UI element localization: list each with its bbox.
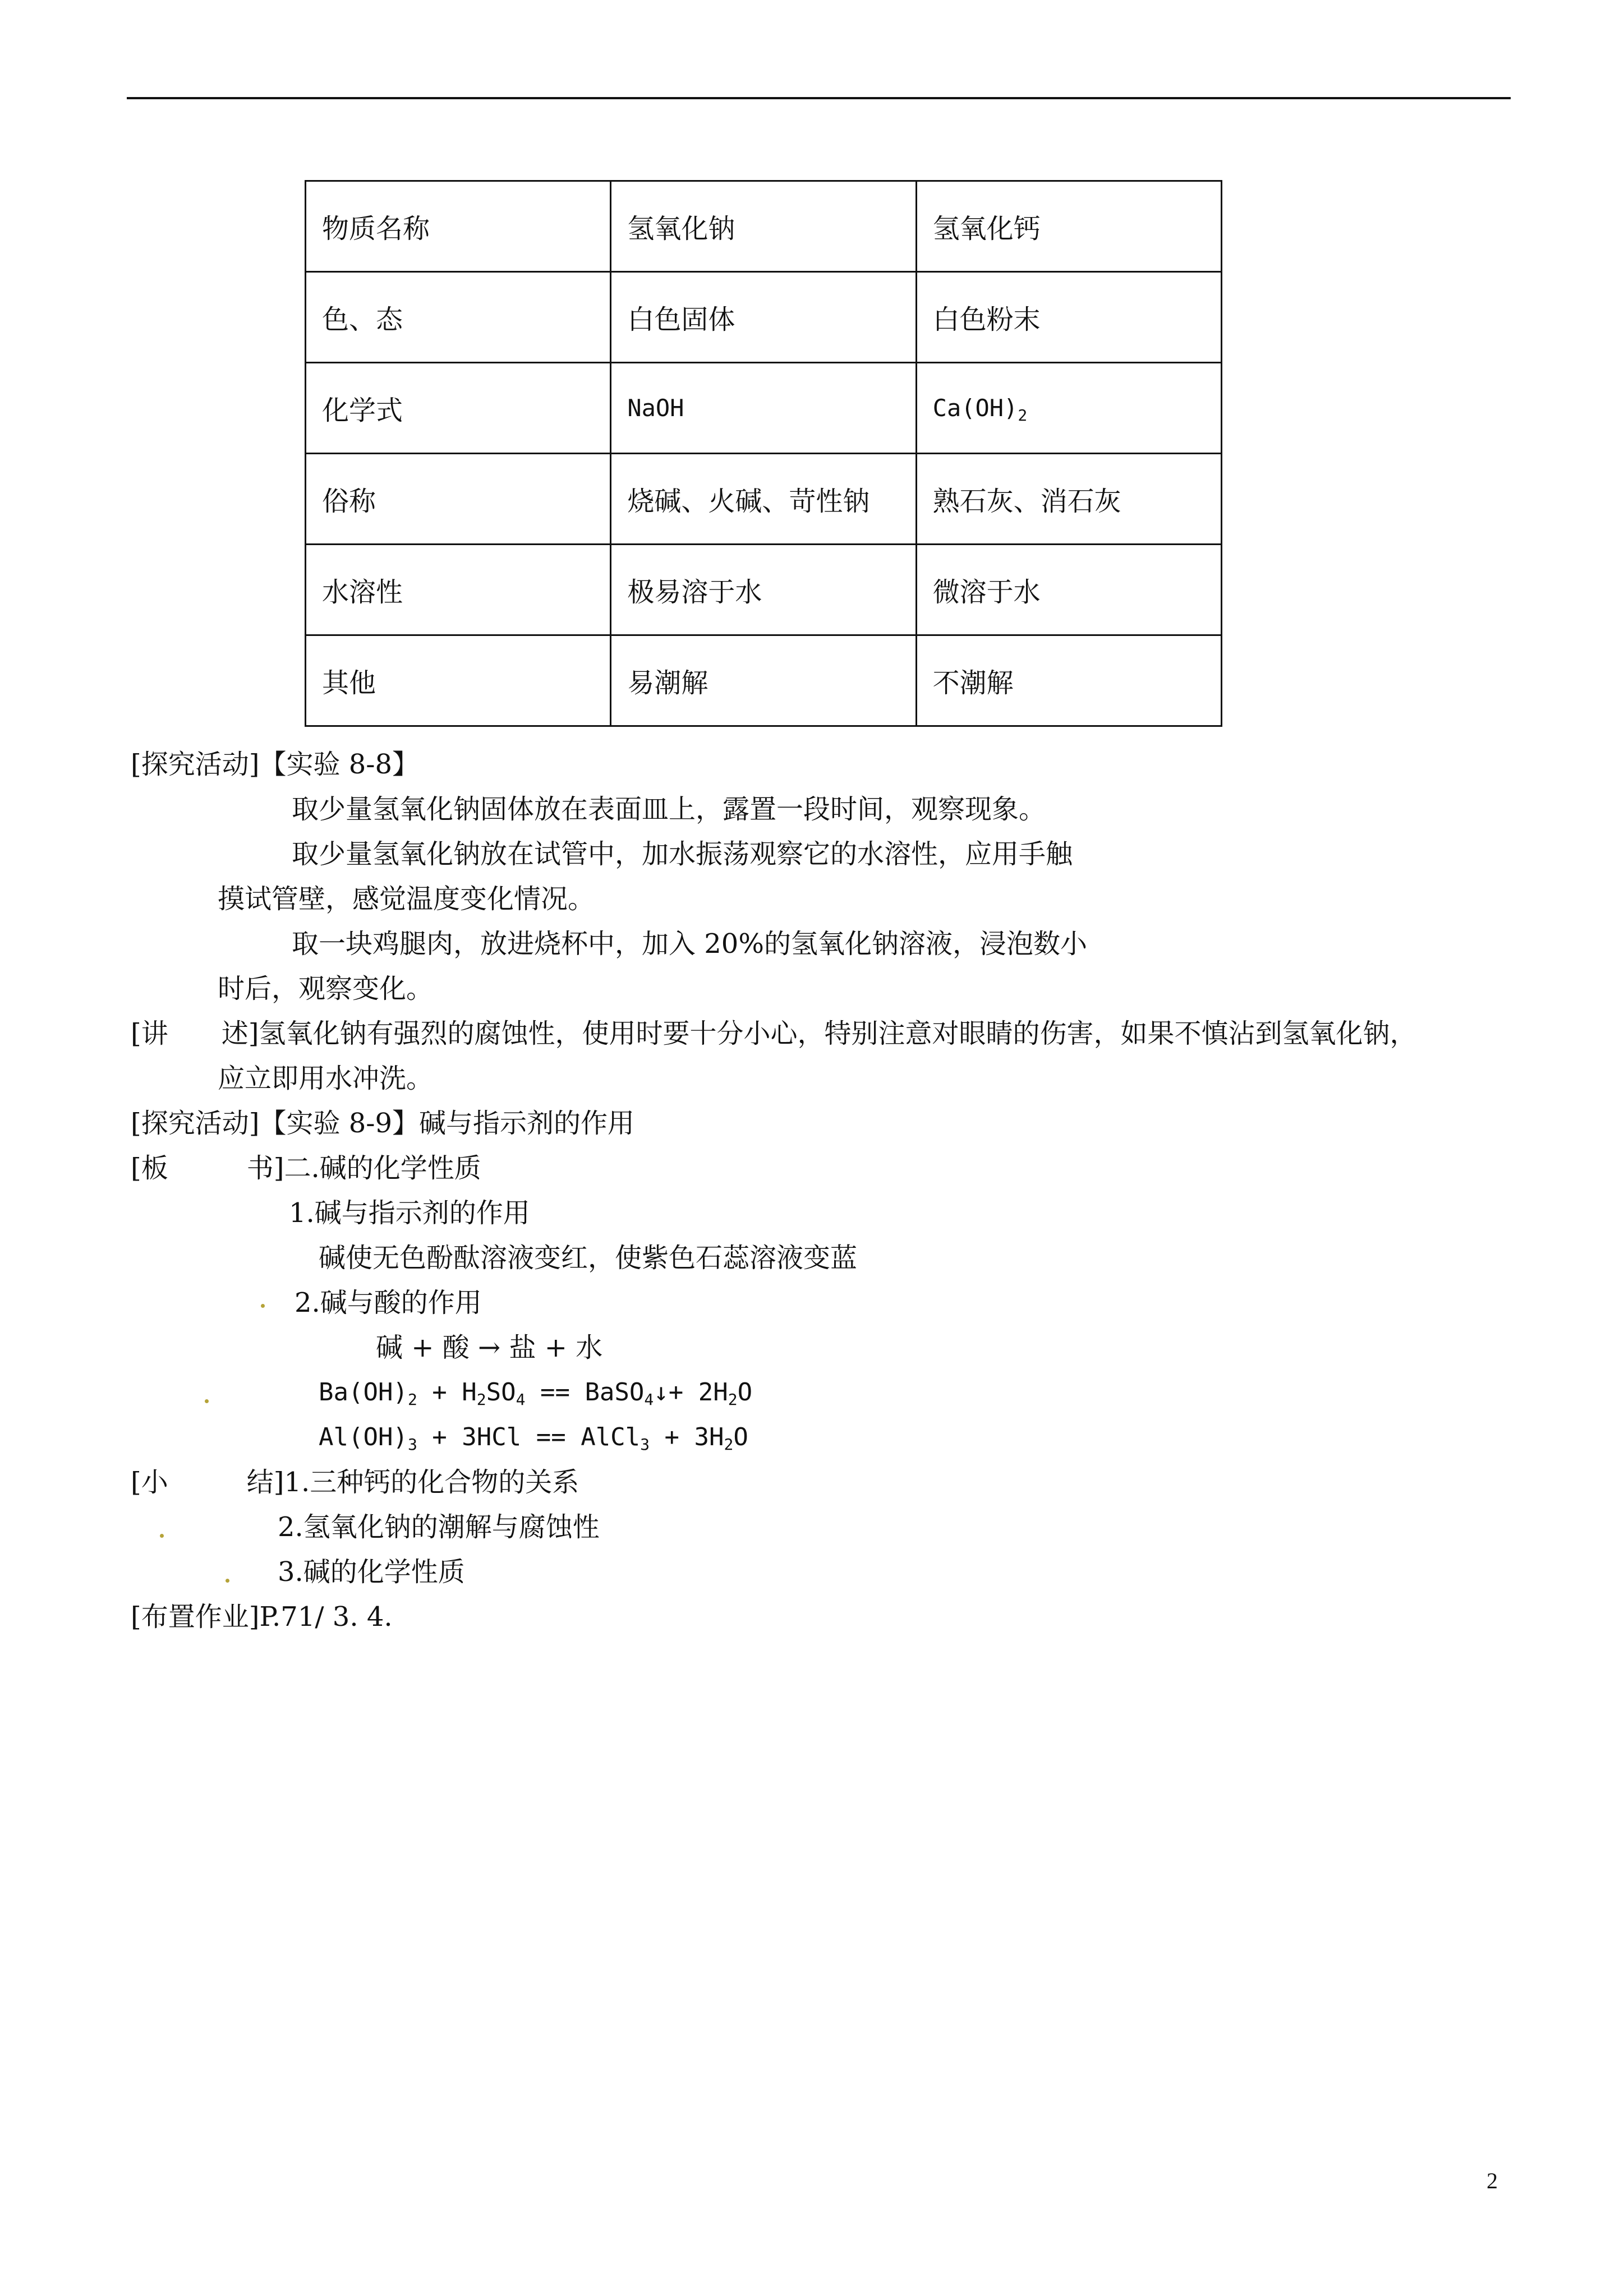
table-cell: [916, 363, 1221, 454]
summary-line: [131, 1465, 579, 1499]
table-cell: 物质名称: [306, 181, 611, 272]
scan-speck: [226, 1579, 229, 1583]
table-cell: 氢氧化钠: [611, 181, 916, 272]
scan-speck: [160, 1534, 164, 1538]
paragraph-line: 取一块鸡腿肉，放进烧杯中，加入 20%的氢氧化钠溶液，浸泡数小: [292, 928, 1087, 960]
header-rule: [127, 97, 1511, 99]
table-cell: 白色固体: [611, 272, 916, 363]
table-row: [306, 181, 1222, 272]
scan-speck: [261, 1304, 265, 1308]
paragraph-line: 2.碱与酸的作用: [295, 1287, 482, 1318]
label-bracket: [小: [131, 1467, 168, 1498]
paragraph-line: 1.碱与指示剂的作用: [289, 1197, 530, 1229]
label-bracket: [板: [131, 1152, 168, 1184]
table-cell: 其他: [306, 635, 611, 726]
chemical-equation: $Al(OH)_3 + 3HCl$ == AlCl$_3$ + $3H_2O$: [319, 1423, 748, 1454]
table-cell: 化学式: [306, 363, 611, 454]
board-line: [131, 1151, 481, 1185]
label-bracket: [讲: [131, 1018, 168, 1049]
paragraph-line: 应立即用水冲洗。: [218, 1063, 434, 1094]
formula-subscript: 2: [1018, 406, 1028, 425]
chemical-equation: $Ba(OH)_2 + H_2SO_4$ == BaSO$_4$↓+ $2H_2O$: [319, 1378, 753, 1409]
section-heading: [探究活动]【实验 8-8】: [131, 749, 420, 780]
table-row: [306, 363, 1222, 454]
table-cell: 氢氧化钙: [916, 181, 1221, 272]
lecture-text: 述]氢氧化钠有强烈的腐蚀性，使用时要十分小心，特别注意对眼睛的伤害，如果不慎沾到氢氧化钠，: [221, 1018, 1417, 1049]
paragraph-line: 2.氢氧化钠的潮解与腐蚀性: [278, 1511, 600, 1543]
table-row: [306, 545, 1222, 635]
paragraph-line: 取少量氢氧化钠固体放在表面皿上，露置一段时间，观察现象。: [292, 794, 1046, 825]
formula-text: Ca(OH): [932, 394, 1018, 422]
table-cell: 微溶于水: [916, 545, 1221, 635]
paragraph-line: 碱使无色酚酞溶液变红，使紫色石蕊溶液变蓝: [319, 1242, 858, 1274]
scan-speck: [205, 1399, 209, 1403]
lecture-line: [131, 1017, 1416, 1050]
table-cell: 熟石灰、消石灰: [916, 454, 1221, 545]
table-cell: NaOH: [611, 363, 916, 454]
table-cell: 烧碱、火碱、苛性钠: [611, 454, 916, 545]
paragraph-line: 3.碱的化学性质: [278, 1556, 465, 1588]
paragraph-line: 时后，观察变化。: [218, 973, 434, 1004]
table-cell: 易潮解: [611, 635, 916, 726]
table-row: [306, 272, 1222, 363]
table-row: [306, 635, 1222, 726]
table-cell: 色、态: [306, 272, 611, 363]
board-text: 书]二.碱的化学性质: [246, 1152, 481, 1184]
table-row: [306, 454, 1222, 545]
table-cell: 白色粉末: [916, 272, 1221, 363]
word-equation: 碱 + 酸 → 盐 + 水: [376, 1332, 603, 1363]
table-cell: 水溶性: [306, 545, 611, 635]
section-heading: [探究活动]【实验 8-9】碱与指示剂的作用: [131, 1108, 635, 1139]
summary-text: 结]1.三种钙的化合物的关系: [246, 1467, 579, 1498]
table-cell: 俗称: [306, 454, 611, 545]
table-cell: 极易溶于水: [611, 545, 916, 635]
page-number: 2: [1487, 2168, 1498, 2193]
paragraph-line: 取少量氢氧化钠放在试管中，加水振荡观察它的水溶性，应用手触: [292, 838, 1073, 870]
table-cell: 不潮解: [916, 635, 1221, 726]
homework-line: [布置作业]P.71/ 3. 4.: [131, 1601, 393, 1633]
paragraph-line: 摸试管壁，感觉温度变化情况。: [218, 883, 595, 915]
properties-table: [305, 180, 1222, 727]
